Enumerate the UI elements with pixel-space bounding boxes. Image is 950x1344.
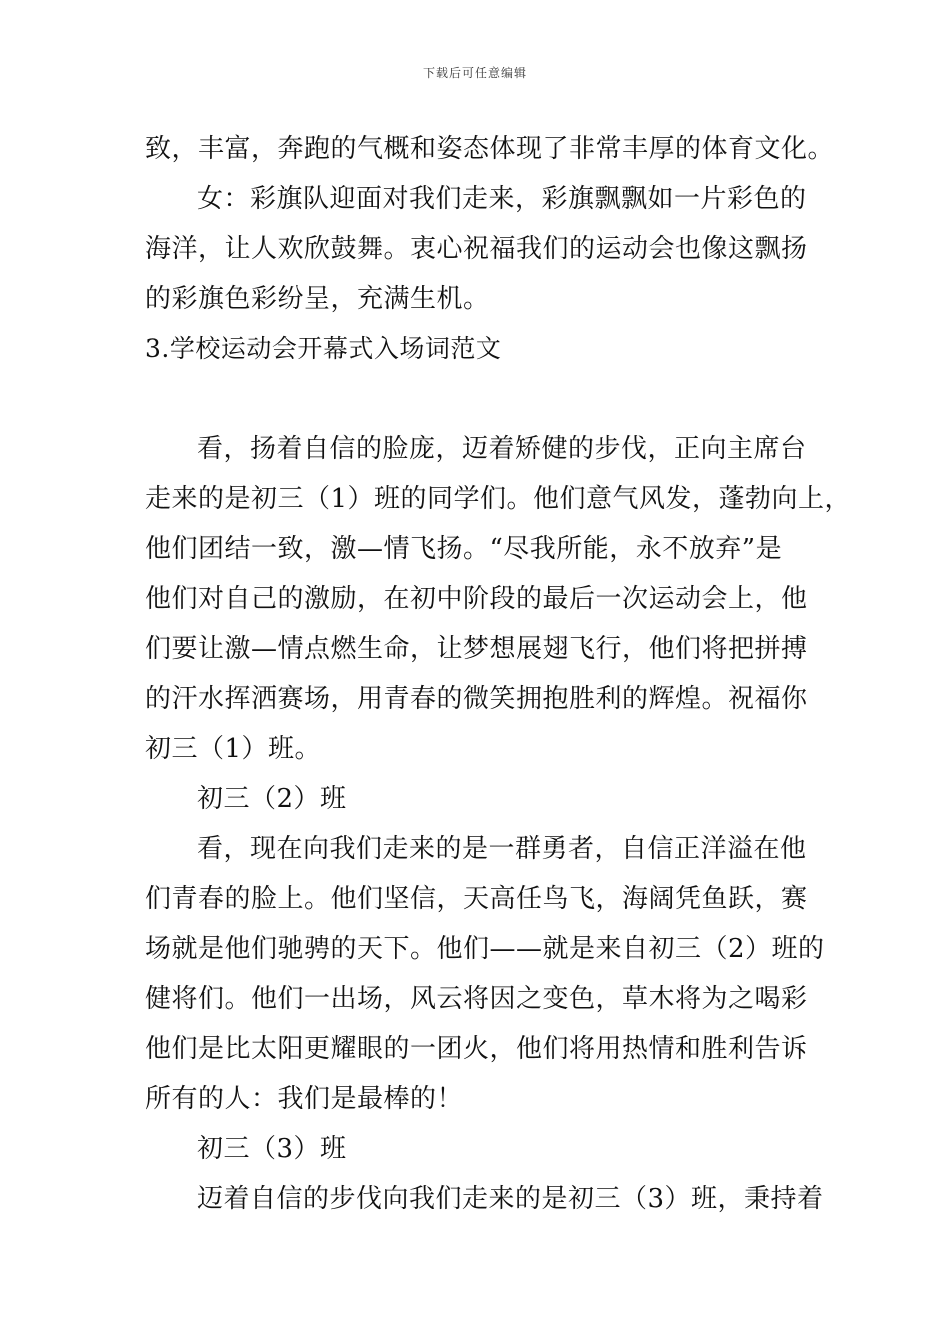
text-line: 看，扬着自信的脸庞，迈着矫健的步伐，正向主席台 <box>197 434 807 464</box>
text-line: 他们对自己的激励，在初中阶段的最后一次运动会上，他 <box>145 584 808 614</box>
text-line: 女：彩旗队迎面对我们走来，彩旗飘飘如一片彩色的 <box>197 184 807 214</box>
class-title: 初三（2）班 <box>197 784 347 814</box>
class-title: 初三（3）班 <box>197 1134 347 1164</box>
section-heading: 3.学校运动会开幕式入场词范文 <box>145 334 502 363</box>
text-line: 所有的人：我们是最棒的！ <box>145 1084 464 1114</box>
text-line: 的汗水挥洒赛场，用青春的微笑拥抱胜利的辉煌。祝福你 <box>145 684 808 714</box>
text-line: 走来的是初三（1）班的同学们。他们意气风发，蓬勃向上， <box>145 484 852 514</box>
text-line: 场就是他们驰骋的天下。他们——就是来自初三（2）班的 <box>145 934 825 964</box>
text-line: 致，丰富，奔跑的气概和姿态体现了非常丰厚的体育文化。 <box>145 134 835 164</box>
text-line: 他们是比太阳更耀眼的一团火，他们将用热情和胜利告诉 <box>145 1034 808 1064</box>
text-line: 健将们。他们一出场，风云将因之变色，草木将为之喝彩 <box>145 984 808 1014</box>
text-line: 海洋，让人欢欣鼓舞。衷心祝福我们的运动会也像这飘扬 <box>145 234 808 264</box>
text-line: 们青春的脸上。他们坚信，天高任鸟飞，海阔凭鱼跃，赛 <box>145 884 808 914</box>
text-line: 迈着自信的步伐向我们走来的是初三（3）班，秉持着 <box>197 1184 824 1214</box>
page-header: 下载后可任意编辑 <box>422 66 527 80</box>
document-body <box>145 124 852 1224</box>
text-line: 他们团结一致，激—情飞扬。“尽我所能，永不放弃”是 <box>145 534 783 564</box>
text-line: 们要让激—情点燃生命，让梦想展翅飞行，他们将把拼搏 <box>145 634 808 664</box>
text-line: 看，现在向我们走来的是一群勇者，自信正洋溢在他 <box>197 834 807 864</box>
text-line: 的彩旗色彩纷呈，充满生机。 <box>145 284 490 314</box>
text-line: 初三（1）班。 <box>145 734 322 764</box>
blank-line <box>145 374 825 424</box>
